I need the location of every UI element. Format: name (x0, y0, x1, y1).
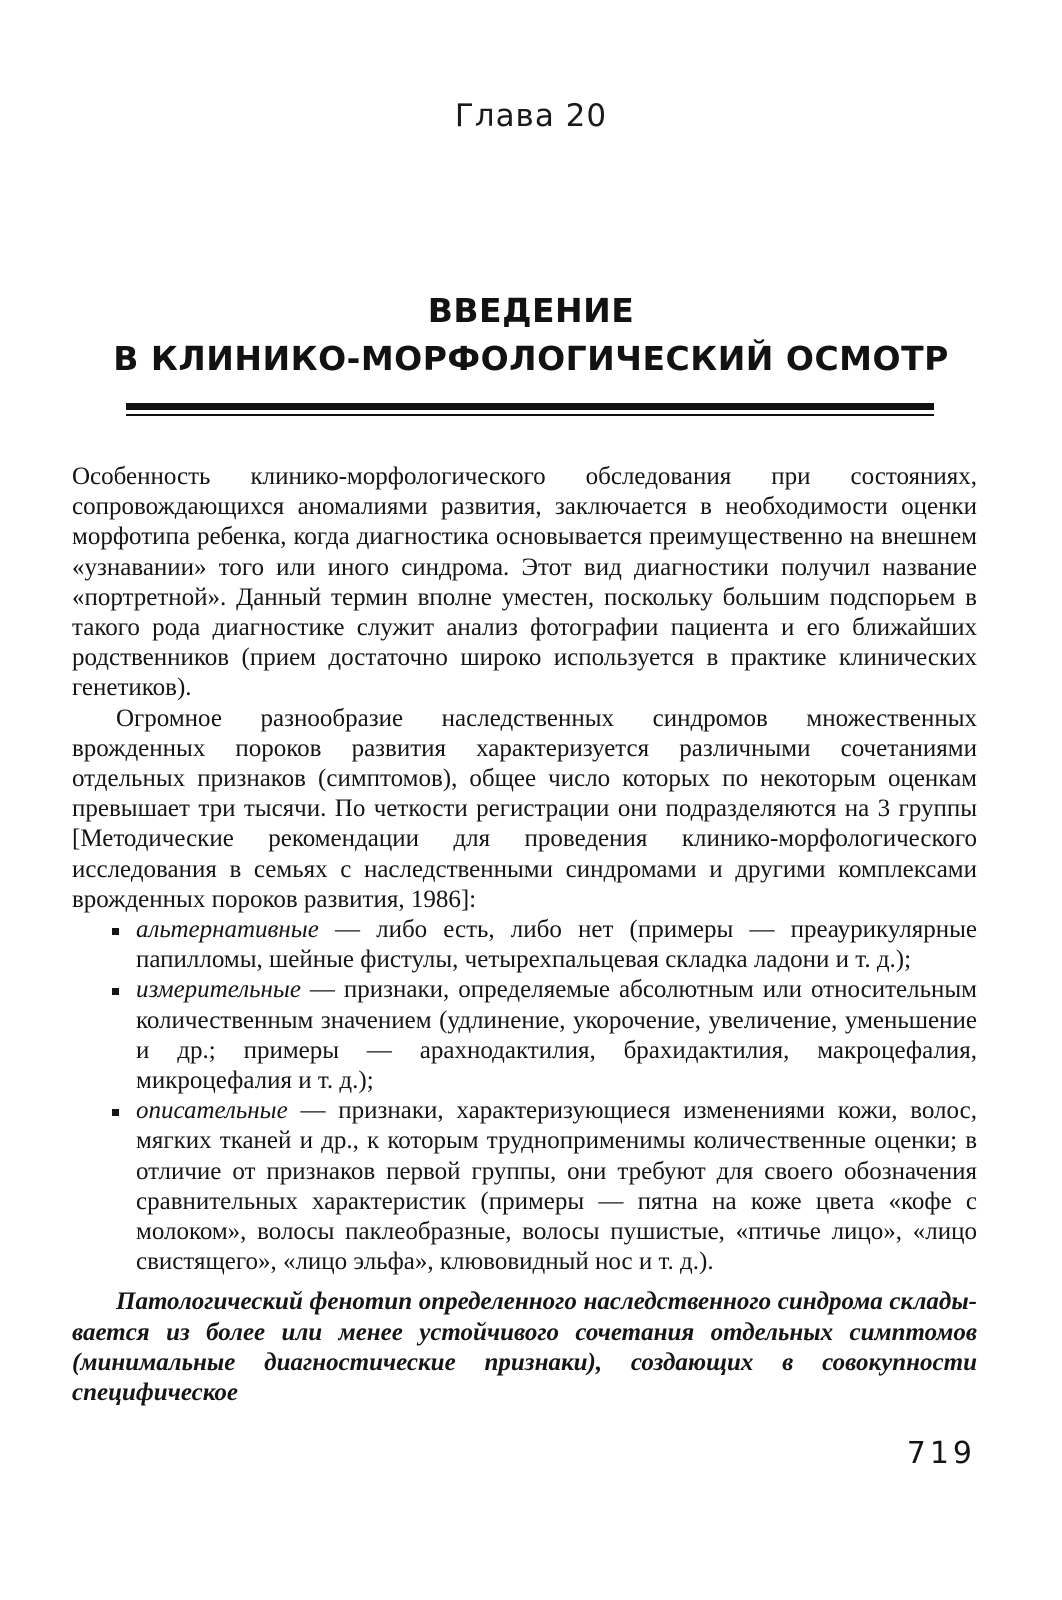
bullet-icon (112, 1109, 119, 1116)
list-text: — либо есть, либо нет (примеры — преаурикулярные папилломы, шейные фистулы, четырехпальцевая складка ладони и т. д.); (136, 916, 977, 974)
chapter-title-line-2: В КЛИНИКО-МОРФОЛОГИЧЕСКИЙ ОСМОТР (113, 339, 949, 378)
page-number: 719 (906, 1436, 976, 1471)
list-text: — признаки, определяемые абсолютным или относительным количественным значением (удлинение, укорочение, увеличение, уменьшение и др.; примеры — арахнодактилия, брахидактилия, макроцефалия, микроцефалия и т. д.); (136, 976, 977, 1095)
title-rule-thin (126, 414, 934, 416)
list-item-alternative (72, 915, 977, 975)
list-term: описательные (136, 1097, 288, 1125)
list-term: измерительные (136, 976, 301, 1004)
list-text: — признаки, характеризующиеся изменениями кожи, волос, мягких тканей и др., к которым трудноприменимы количественные оценки; в отличие от признаков первой группы, они требуют для своего обозначения сравнительных характеристик (примеры — пятна на коже цвета «кофе с молоком», волосы паклеобразные, волосы пушистые, «птичье лицо», «лицо свистящего», «лицо эльфа», клювовидный нос и т. д.). (136, 1097, 977, 1276)
paragraph-1: Особенность клинико-морфологического обследования при состояниях, сопровождающихся аномалиями развития, заключается в необходимости оценки морфотипа ребенка, когда диагностика основывается преимущественно на внешнем «узнавании» того или иного синдрома. Этот вид диагностики получил название «портретной». Данный термин вполне уместен, поскольку большим подспорьем в такого рода диагностике служит анализ фотографии пациента и его ближайших родственников (прием достаточно широко используется в практике клинических генетиков). (72, 463, 977, 702)
body-text (72, 462, 977, 1408)
list-item-measurable (72, 975, 977, 1096)
list-item-descriptive (72, 1096, 977, 1277)
title-rule-thick (126, 403, 934, 410)
paragraph-2: Огромное разнообразие наследственных синдромов множественных врожденных пороков развития характеризуется различными сочетаниями отдельных признаков (симптомов), общее число которых по некоторым оценкам превышает три тысячи. По четкости регистрации они подразделяются на 3 группы [Методические рекомендации для проведения клинико-морфологического исследования в семьях с наследственными синдромами и другими комплексами врожденных пороков развития, 1986]: (72, 704, 977, 913)
chapter-title-line-1: ВВЕДЕНИЕ (427, 291, 635, 330)
list-term: альтернативные (136, 916, 319, 944)
bullet-icon (112, 928, 119, 935)
chapter-title (60, 287, 1002, 383)
chapter-label: Глава 20 (454, 98, 608, 134)
bullet-icon (112, 988, 119, 995)
sign-groups-list (72, 915, 977, 1277)
conclusion-paragraph: Патологический фенотип определенного наследственного синдрома складывается из более или менее устойчивого сочетания отдельных симптомов (минимальные диагностические признаки), создающих в совокупности специфическое (72, 1288, 977, 1407)
